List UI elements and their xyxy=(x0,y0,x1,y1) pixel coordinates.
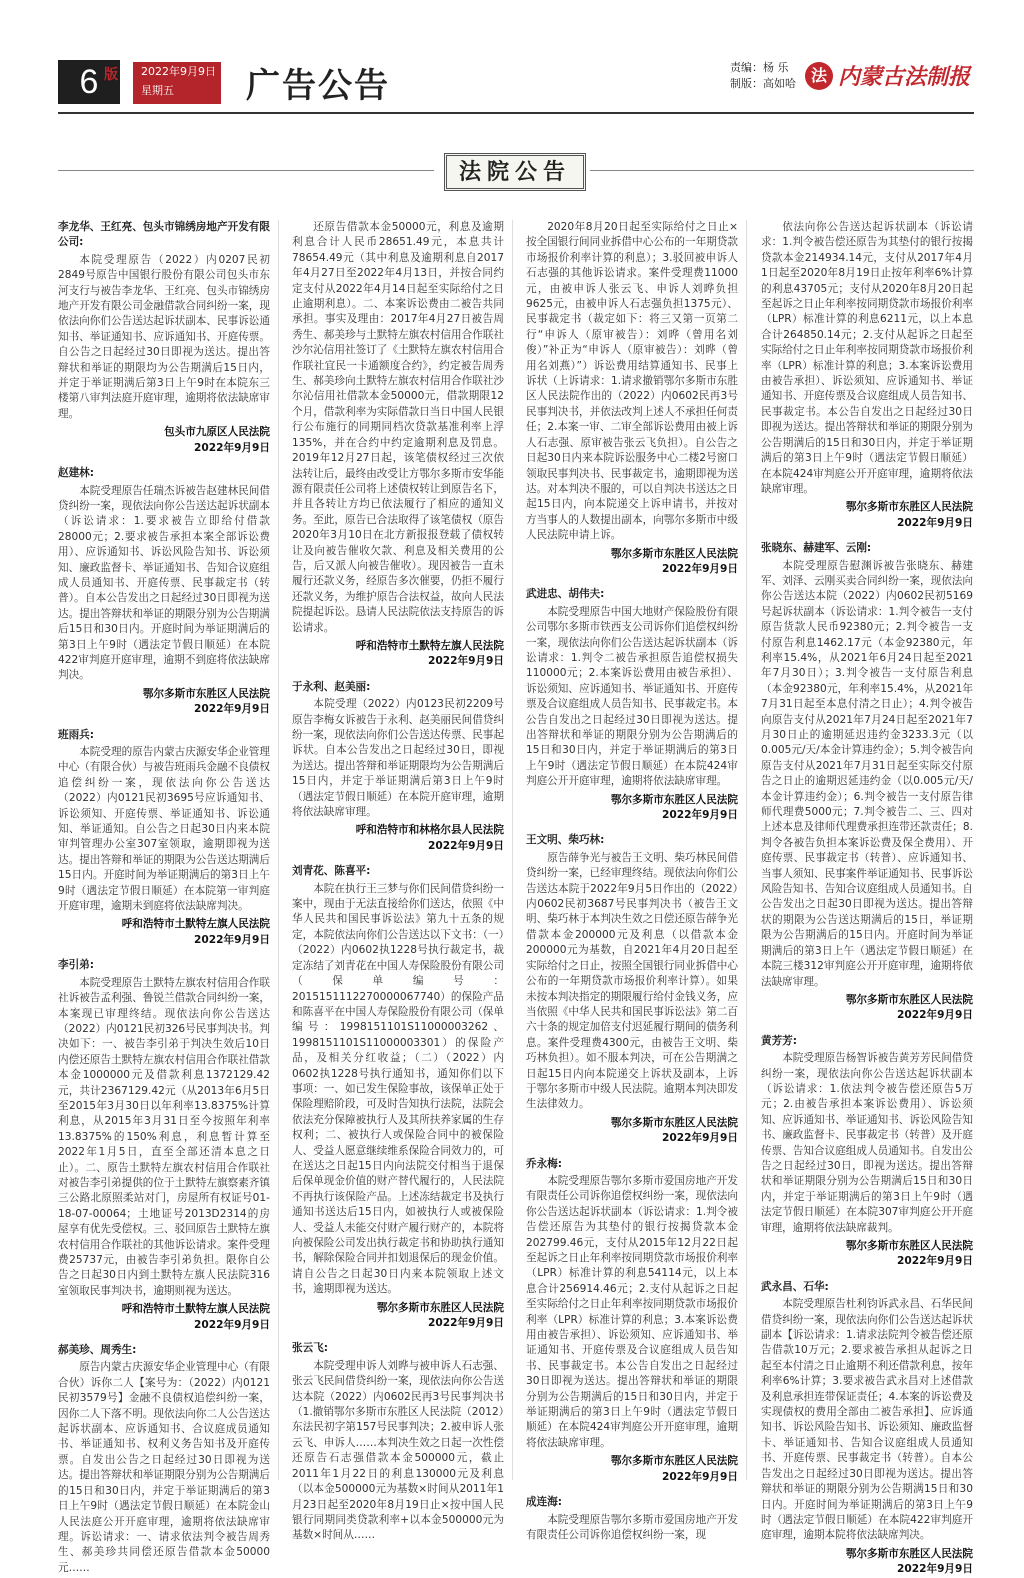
column-3 xyxy=(526,220,738,1541)
notice-body: 本院在执行王三梦与你们民间借贷纠纷一案中，现由于无法直接给你们送达，依照《中华人民共和国民事诉讼法》第九十五条的规定，本院依法向你们公告送达以下文书：（一）（2022）内0602执1228号执行裁定书，裁定冻结了刘青花在中国人寿保险股份有限公司（保单编号：2015151112270000067740）的保险产品和陈喜平在中国人寿保险股份有限公司（保单编号：1998151101S11000003262、1998151101S11000003301）的保险产品，及相关分红收益；（二）（2022）内0602执1228号执行通知书，通知你们以下事项：一、如已发生保险事故，该保单正处于保险理赔阶段，可及时告知执行法院，法院会依法充分保障被执行人及其所扶养家属的生存权利；二、被执行人或保险合同中的被保险人、受益人愿意继续维系保险合同效力的，可在送达之日起15日内向法院交付相当于退保后保单现金价值的财产替代履行的，人民法院不再执行该保险产品。上述冻结裁定书及执行通知书送达后15日内，如被执行人或被保险人、受益人未能交付财产履行财产的，本院将向被保险公司发出执行裁定书和协助执行通知书，解除保险合同并扣划退保后的现金价值。请自公告之日起30日内来本院领取上述文书，逾期即视为送达。 xyxy=(292,882,504,1296)
notice-recipient: 赵建林: xyxy=(58,467,95,480)
notice-body: 本院受理的原告内蒙古庆源安华企业管理中心（有限合伙）与被告班雨兵金融不良债权追偿纠纷一案，现依法向你公告送达（2022）内0121民初3695号应诉通知书、诉讼须知、开庭传票、举证通知书、诉讼通知、举证通知。自公告之日起30日内来本院审判管理办公室307室领取，逾期即视为送达。提出答辩和举证的期限为公告送达期满后15日内。开庭时间为举证期满后的第3日上午9时（遇法定节假日顺延）在本院第一审判庭开庭审理，逾期未到庭将依法缺席判决。 xyxy=(58,746,270,913)
court-notice xyxy=(58,1343,270,1576)
notice-recipient: 郝美珍、周秀生: xyxy=(58,1344,137,1357)
notice-recipient: 李龙华、王红亮、包头市锦绣房地产开发有限公司: xyxy=(58,221,270,249)
newspaper-logo: 内蒙古法制报 xyxy=(838,64,971,90)
notice-date: 2022年9月9日 xyxy=(896,1563,973,1576)
column-divider xyxy=(512,220,513,1480)
newspaper-logo-icon: 法 xyxy=(805,62,833,90)
notice-recipient: 黄芳芳: xyxy=(761,1034,798,1047)
notice-body: 原告内蒙古庆源安华企业管理中心（有限合伙）诉你二人【案号为：（2022）内0121民初3579号】金融不良债权追偿纠纷一案，因你二人下落不明。现依法向你二人公告送达起诉状副本、应诉通知书、合议庭成员通知书、举证通知书、权利义务告知书及开庭传票。自发出公告之日起经过30日即视为送达。提出答辩状和举证期限分别为公告期满后的15日和30日内，并定于举证期满后的第3日上午9时（遇法定节假日顺延）在本院金山人民法庭公开开庭审理，逾期将依法缺席审理。诉讼请求：一、请求依法判令被告周秀生、郝美珍共同偿还原告借款本金50000元…… xyxy=(58,1361,270,1574)
editors-block xyxy=(730,60,796,92)
notice-court: 鄂尔多斯市东胜区人民法院 xyxy=(610,1116,738,1129)
court-notice xyxy=(526,833,738,1146)
court-notice xyxy=(58,728,270,949)
notice-body: 本院受理原告任瑞杰诉被告赵建林民间借贷纠纷一案，现依法向你公告送达起诉状副本（诉讼请求：1.要求被告立即给付借款28000元；2.要求被告承担本案全部诉讼费用）、应诉通知书、诉讼风险告知书、诉讼须知、廉政监督卡、举证通知书、告知合议庭组成人员通知书、开庭传票、民事裁定书（转普）。自本公告发出之日起经过30日即视为送达。提出答辩状和举证的期限分别为公告期满后15日和30日内。开庭时间为举证期满后的第3日上午9时（遇法定节假日顺延）在本院422审判庭开庭审理，逾期不到庭将依法缺席判决。 xyxy=(58,484,270,682)
notice-recipient: 张云飞: xyxy=(292,1342,329,1355)
notice-date: 2022年9月9日 xyxy=(193,1318,270,1331)
court-notice xyxy=(526,587,738,823)
notice-court: 呼和浩特市土默特左旗人民法院 xyxy=(355,639,504,652)
editor-credit: 责编：杨 乐 xyxy=(730,61,789,74)
banner-line-left xyxy=(58,170,434,171)
notice-court: 鄂尔多斯市东胜区人民法院 xyxy=(610,1455,738,1468)
notice-date: 2022年9月9日 xyxy=(427,655,504,668)
page-number: 6 xyxy=(58,60,120,104)
notice-date: 2022年9月9日 xyxy=(661,809,738,822)
notice-recipient: 李引弟: xyxy=(58,959,95,972)
issue-date-box xyxy=(133,62,221,104)
notice-date: 2022年9月9日 xyxy=(427,839,504,852)
notice-court: 呼和浩特市土默特左旗人民法院 xyxy=(121,1303,270,1316)
column-divider xyxy=(278,220,279,1480)
notice-court: 鄂尔多斯市东胜区人民法院 xyxy=(610,547,738,560)
notice-court: 鄂尔多斯市东胜区人民法院 xyxy=(610,793,738,806)
court-notice xyxy=(58,958,270,1333)
court-notice xyxy=(58,466,270,718)
banner-line-right xyxy=(590,170,974,171)
notice-date: 2022年9月9日 xyxy=(896,1255,973,1268)
column-4 xyxy=(761,220,973,1576)
court-notice xyxy=(526,1495,738,1543)
header-rule xyxy=(58,112,974,114)
notice-date: 2022年9月9日 xyxy=(193,933,270,946)
court-notice xyxy=(58,220,270,456)
producer-credit: 制版：高如哈 xyxy=(730,77,796,90)
notice-recipient: 王文明、柴巧林: xyxy=(526,834,605,847)
court-notice xyxy=(292,1341,504,1543)
notice-body: 依法向你公告送达起诉状副本（诉讼请求：1.判令被告偿还原告为其垫付的银行按揭贷款本金214934.14元，支付从2017年4月1日起至2020年8月19日止按年利率6%计算的利息43705元；支付从2020年8月20日起至起诉之日止年利率按同期贷款市场报价利率（LPR）标准计算的利息6211元，以上本息合计264850.14元；2.支付从起诉之日起至实际给付之日止年利率按同期贷款市场报价利率（LPR）标准计算的利息；3.本案诉讼费用由被告承担）、诉讼须知、应诉通知书、举证通知书、开庭传票及合议庭组成人员告知书、民事裁定书。本公告自发出之日起经过30日即视为送达。提出答辩状和举证的期限分别为公告期满后的15日和30日内，并定于举证期满后的第3日上午9时（遇法定节假日顺延）在本院424审判庭公开开庭审理，逾期将依法缺席审理。 xyxy=(761,221,973,495)
notice-date: 2022年9月9日 xyxy=(193,703,270,716)
notice-date: 2022年9月9日 xyxy=(661,562,738,575)
court-notice xyxy=(292,220,504,670)
notice-date: 2022年9月9日 xyxy=(193,441,270,454)
notice-court: 鄂尔多斯市东胜区人民法院 xyxy=(845,1547,973,1560)
notice-body: 本院受理（2022）内0123民初2209号原告李梅女诉被告于永利、赵美丽民间借贷纠纷一案，现依法向你们公告送达传票、民事起诉状。自本公告发出之日起经过30日，即视为送达。提出答辩和举证期限均为公告期满后15日内，并定于举证期满后第3日上午9时（遇法定节假日顺延）在本院开庭审理，逾期将依法缺席审理。 xyxy=(292,698,504,819)
issue-date: 2022年9月9日 xyxy=(141,65,216,78)
notice-court: 呼和浩特市土默特左旗人民法院 xyxy=(121,918,270,931)
notice-recipient: 成连海: xyxy=(526,1496,563,1509)
notice-body: 本院受理原告杜利钧诉武永昌、石华民间借贷纠纷一案，现依法向你们公告送达起诉状副本【诉讼请求：1.请求法院判令被告偿还原告借款10万元；2.要求被告承担从起诉之日起至本付清之日止逾期不利还借款利息，按年利率6%计算；3.要求被告武永昌对上述借款及利息承担连带保证责任；4.本案的诉讼费及实现债权的费用全部由二被告承担】、应诉通知书、诉讼风险告知书、诉讼须知、廉政监督卡、举证通知书、告知合议庭组成人员通知书、开庭传票、民事裁定书（转普）。自本公告发出之日起经过30日即视为送达。提出答辩状和举证的期限分别为公告期满15日和30日内。开庭时间为举证期满后的第3日上午9时（遇法定节假日顺延）在本院422审判庭开庭审理，逾期本院将依法缺席判决。 xyxy=(761,1298,973,1542)
notice-recipient: 班雨兵: xyxy=(58,728,95,741)
notice-court: 鄂尔多斯市东胜区人民法院 xyxy=(845,993,973,1006)
notice-body: 本院受理原告杨智诉被告黄芳芳民间借贷纠纷一案，现依法向你公告送达起诉状副本（诉讼请求：1.依法判令被告偿还原告5万元；2.由被告承担本案诉讼费用）、诉讼须知、应诉通知书、举证通知书、诉讼风险告知书、廉政监督卡、民事裁定书（转普）及开庭传票、告知合议庭组成人员通知书。自发出公告之日起经过30日，即视为送达。提出答辩状和举证期限分别为公告期满后15日和30日内，并定于举证期满后的第3日上午9时（遇法定节假日顺延）在本院307审判庭公开开庭审理，逾期将依法缺席裁判。 xyxy=(761,1052,973,1234)
notice-date: 2022年9月9日 xyxy=(896,516,973,529)
page-header xyxy=(0,0,1024,110)
notice-recipient: 张晓东、赫建军、云刚: xyxy=(761,542,872,555)
court-notice xyxy=(292,680,504,854)
notice-recipient: 乔永梅: xyxy=(526,1157,563,1170)
court-notice xyxy=(761,1280,973,1578)
column-1 xyxy=(58,220,270,1574)
notice-court: 呼和浩特市和林格尔县人民法院 xyxy=(355,824,504,837)
notice-body: 还原告借款本金50000元，利息及逾期利息合计人民币28651.49元，本息共计78654.49元（其中利息及逾期利息自2017年4月27日至2022年4月13日，并按合同约定支付从2022年4月14日起至实际给付之日止逾期利息）。二、本案诉讼费由二被告共同承担。事实及理由：2017年4月27日被告周秀生、郝美珍与土默特左旗农村信用合作联社沙尔沁信用社签订了《土默特左旗农村信用合作联社宜民一卡通额度合约》，约定被告周秀生、郝美珍向土默特左旗农村信用合作联社沙尔沁信用社借款本金50000元，借款期限12个月，借款利率为实际借款日当日中国人民银行公布施行的同期同档次贷款基准利率上浮135%，并在合约中约定逾期利息及罚息。2019年12月27日起，该笔债权经过三次依法转让后，最终由改受让方鄂尔多斯市安华能源有限责任公司将上述债权转让到原告名下，并且各转让方均已依法履行了相应的通知义务。至此，原告已合法取得了该笔债权（原告2020年3月10日在北方新报报登载了债权转让及向被告催收欠款、利息及相关费用的公告，后又派人向被告催收）。现因被告一直未履行还款义务，经原告多次催要，仍拒不履行还款义务，为维护原告合法权益，故向人民法院提起诉讼。恳请人民法院依法支持原告的诉讼请求。 xyxy=(292,221,504,634)
column-divider xyxy=(746,220,747,1480)
section-title: 广告公告 xyxy=(246,66,390,106)
notice-body: 本院受理原告慰渊诉被告张晓东、赫建军、刘泽、云刚买卖合同纠纷一案，现依法向你公告送达本院（2022）内0602民初5169号起诉状副本（诉讼请求：1.判令被告一支付原告货款人民币92380元；2.判令被告一支付原告利息1462.17元（本金92380元，年利率15.4%，从2021年6月24日起至2021年7月30日）；3.判令被告一支付原告利息（本金92380元，年利率15.4%，从2021年7月31日起至本息付清之日止）；4.判令被告向原告支付从2021年7月24日起至2021年7月30日止的逾期延迟违约金3233.3元（以0.005元/天/本金计算违约金）；5.判令被告向原告支付从2021年7月31日起至实际交付原告之日止的逾期迟延违约金（以0.005元/天/本金计算违约金）；6.判令被告一支付原告律师代理费5000元；7.判令被告二、三、四对上述本息及律师代理费承担连带还款责任；8.判令各被告负担本案诉讼费及保全费用）、开庭传票、民事裁定书（转普）、应诉通知书、当事人须知、民事案件举证通知书、民事诉讼风险告知书、告知合议庭组成人员通知书。自公告发出之日起30日即视为送达。提出答辩状的期限为公告送达期满后的15日，举证期限为公告期满后的15日内。开庭时间为举证期满后的第3日上午（遇法定节假日顺延）在本院三楼312审判庭公开开庭审理，逾期将依法缺席审理。 xyxy=(761,559,973,988)
notice-body: 原告薛争光与被告王文明、柴巧林民间借贷纠纷一案，已经审理终结。现依法向你们公告送达本院于2022年9月5日作出的（2022）内0602民初3687号民事判决书（被告王文明、柴巧林于本判决生效之日偿还原告薛争光借款本金200000元及利息（以借款本金200000元为基数，自2021年4月20日起至实际给付之日止，按照全国银行同业拆借中心公布的一年期贷款市场报价利率计算）。如果未按本判决指定的期限履行给付金钱义务，应当依照《中华人民共和国民事诉讼法》第二百六十条的规定加倍支付迟延履行期间的债务利息。案件受理费4300元，由被告王文明、柴巧林负担）。如不服本判决，可在公告期满之日起15日内向本院递交上诉状及副本，上诉于鄂尔多斯市中级人民法院。逾期本判决即发生法律效力。 xyxy=(526,851,738,1111)
court-notice xyxy=(761,1034,973,1270)
notice-body: 本院受理申诉人刘晔与被申诉人石志强、张云飞民间借贷纠纷一案，现依法向你公告送达本院（2022）内0602民再3号民事判决书（1.撤销鄂尔多斯市东胜区人民法院（2012）东法民初字第157号民事判决；2.被申诉人张云飞、申诉人……本判决生效之日起一次性偿还原告石志强借款本金500000元，截止2011年1月22日的利息130000元及利息（以本金500000元为基数×时间从2011年1月23日起至2020年8月19日止×按中国人民银行同期同类贷款利率+以本金500000元为基数×时间从…… xyxy=(292,1359,504,1542)
notice-court: 包头市九原区人民法院 xyxy=(164,426,270,439)
court-notice xyxy=(292,864,504,1331)
notice-body: 本院受理原告土默特左旗农村信用合作联社诉被告孟利强、鲁锐兰借款合同纠纷一案，本案现已审理终结。现依法向你公告送达（2022）内0121民初326号民事判决书。判决如下：一、被告李引弟于判决生效后10日内偿还原告土默特左旗农村信用合作联社借款本金1000000元及借款利息1372129.42元，共计2367129.42元（从2013年6月5日至2015年3月30日以年利率13.8375%计算利息，从2015年3月31日至今按照年利率13.8375%的150%利息，利息暂计算至2022年1月5日，直至全部还清本息之日止）。二、原告土默特左旗农村信用合作联社对被告李引弟提供的位于土默特左旗察素齐镇三公路北原照柔站对门，房屋所有权证号01-18-07-00064；土地证号2013D2314的房屋享有优先受偿权。三、驳回原告土默特左旗农村信用合作联社的其他诉讼请求。案件受理费25737元，由被告李引弟负担。限你自公告之日起30日内到土默特左旗人民法院316室领取民事判决书，逾期则视为送达。 xyxy=(58,976,270,1297)
court-notice xyxy=(526,220,738,577)
notice-body: 2020年8月20日起至实际给付之日止×按全国银行间同业拆借中心公布的一年期贷款市场报价利率计算的利息）；3.驳回被申诉人石志强的其他诉讼请求。案件受理费11000元，由被申诉人张云飞、申诉人刘晔负担9625元，由被申诉人石志强负担1375元）、民事裁定书（裁定如下：将三又第一页第二行“申诉人（原审被告）：刘晔（曾用名刘俊）”补正为“申诉人（原审被告）：刘晔（曾用名刘燕）”）诉讼费用结算通知书、民事上诉状（上诉请求：1.请求撤销鄂尔多斯市东胜区人民法院作出的（2022）内0602民再3号民事判决书，并依法改判上述人不承担任何责任；2.本案一审、二审全部诉讼费用由被上诉人石志强、原审被告张云飞负担）。自公告之日起30日内来本院诉讼服务中心二楼2号窗口领取民事判决书、民事裁定书，逾期即视为送达。对本判决不服的，可以自判决书送达之日起15日内，向本院递交上诉申请书，并按对方当事人的人数提出副本，向鄂尔多斯市中级人民法院申请上诉。 xyxy=(526,221,738,542)
notice-court: 鄂尔多斯市东胜区人民法院 xyxy=(845,501,973,514)
notice-date: 2022年9月9日 xyxy=(427,1317,504,1330)
court-notice xyxy=(761,541,973,1024)
notice-court: 鄂尔多斯市东胜区人民法院 xyxy=(142,687,270,700)
notice-banner: 法院公告 xyxy=(444,153,586,191)
notice-date: 2022年9月9日 xyxy=(896,1009,973,1022)
page-label: 版 xyxy=(104,67,118,83)
notice-recipient: 刘青花、陈喜平: xyxy=(292,865,371,878)
court-notice xyxy=(526,1157,738,1486)
notice-recipient: 武永昌、石华: xyxy=(761,1280,829,1293)
notice-body: 本院受理原告鄂尔多斯市爱国房地产开发有限责任公司诉你追偿权纠纷一案，现依法向你公告送达起诉状副本（诉讼请求：1.判令被告偿还原告为其垫付的银行按揭贷款本金202799.46元，支付从2015年12月22日起至起诉之日止年利率按同期贷款市场报价利率（LPR）标准计算的利息54114元，以上本息合计256914.46元；2.支付从起诉之日起至实际给付之日止年利率按同期贷款市场报价利率（LPR）标准计算的利息；3.本案诉讼费用由被告承担）、诉讼须知、应诉通知书、举证通知书、开庭传票及合议庭组成人员告知书、民事裁定书。本公告自发出之日起经过30日即视为送达。提出答辩状和举证的期限分别为公告期满后的15日和30日内，并定于举证期满后的第3日上午9时（遇法定节假日顺延）在本院424审判庭公开开庭审理，逾期将依法缺席审理。 xyxy=(526,1174,738,1449)
issue-weekday: 星期五 xyxy=(141,84,174,97)
notice-recipient: 于永利、赵美丽: xyxy=(292,680,371,693)
court-notice xyxy=(761,220,973,531)
notice-court: 鄂尔多斯市东胜区人民法院 xyxy=(376,1301,504,1314)
notice-body: 本院受理原告（2022）内0207民初2849号原告中国银行股份有限公司包头市东河支行与被告李龙华、王红亮、包头市锦绣房地产开发有限公司金融借款合同纠纷一案，现依法向你们公告送达起诉状副本、民事诉讼通知书、举证通知书、应诉通知书、开庭传票。自公告之日起经过30日即视为送达。提出答辩状和举证的期限均为公告期满后15日内，并定于举证期满后第3日上午9时在本院东三楼第八审判法庭开庭审理，逾期将依法缺席审理。 xyxy=(58,253,270,420)
notice-date: 2022年9月9日 xyxy=(661,1470,738,1483)
column-2 xyxy=(292,220,504,1542)
notice-recipient: 武进忠、胡伟夫: xyxy=(526,588,605,601)
notice-body: 本院受理原告中国大地财产保险股份有限公司鄂尔多斯市铁西支公司诉你们追偿权纠纷一案，现依法向你们公告送达起诉状副本（诉讼请求：1.判令二被告承担原告追偿权损失110000元；2.本案诉讼费用由被告承担）、诉讼须知、应诉通知书、举证通知书、开庭传票及合议庭组成人员告知书、民事裁定书。本公告自发出之日起经过30日即视为送达。提出答辩状和举证的期限分别为公告期满后的15日和30日内，并定于举证期满后的第3日上午9时（遇法定节假日顺延）在本院424审判庭公开开庭审理，逾期将依法缺席审理。 xyxy=(526,605,738,788)
notice-court: 鄂尔多斯市东胜区人民法院 xyxy=(845,1240,973,1252)
notice-date: 2022年9月9日 xyxy=(661,1132,738,1145)
notice-body: 本院受理原告鄂尔多斯市爱国房地产开发有限责任公司诉你追偿权纠纷一案，现 xyxy=(526,1513,738,1541)
